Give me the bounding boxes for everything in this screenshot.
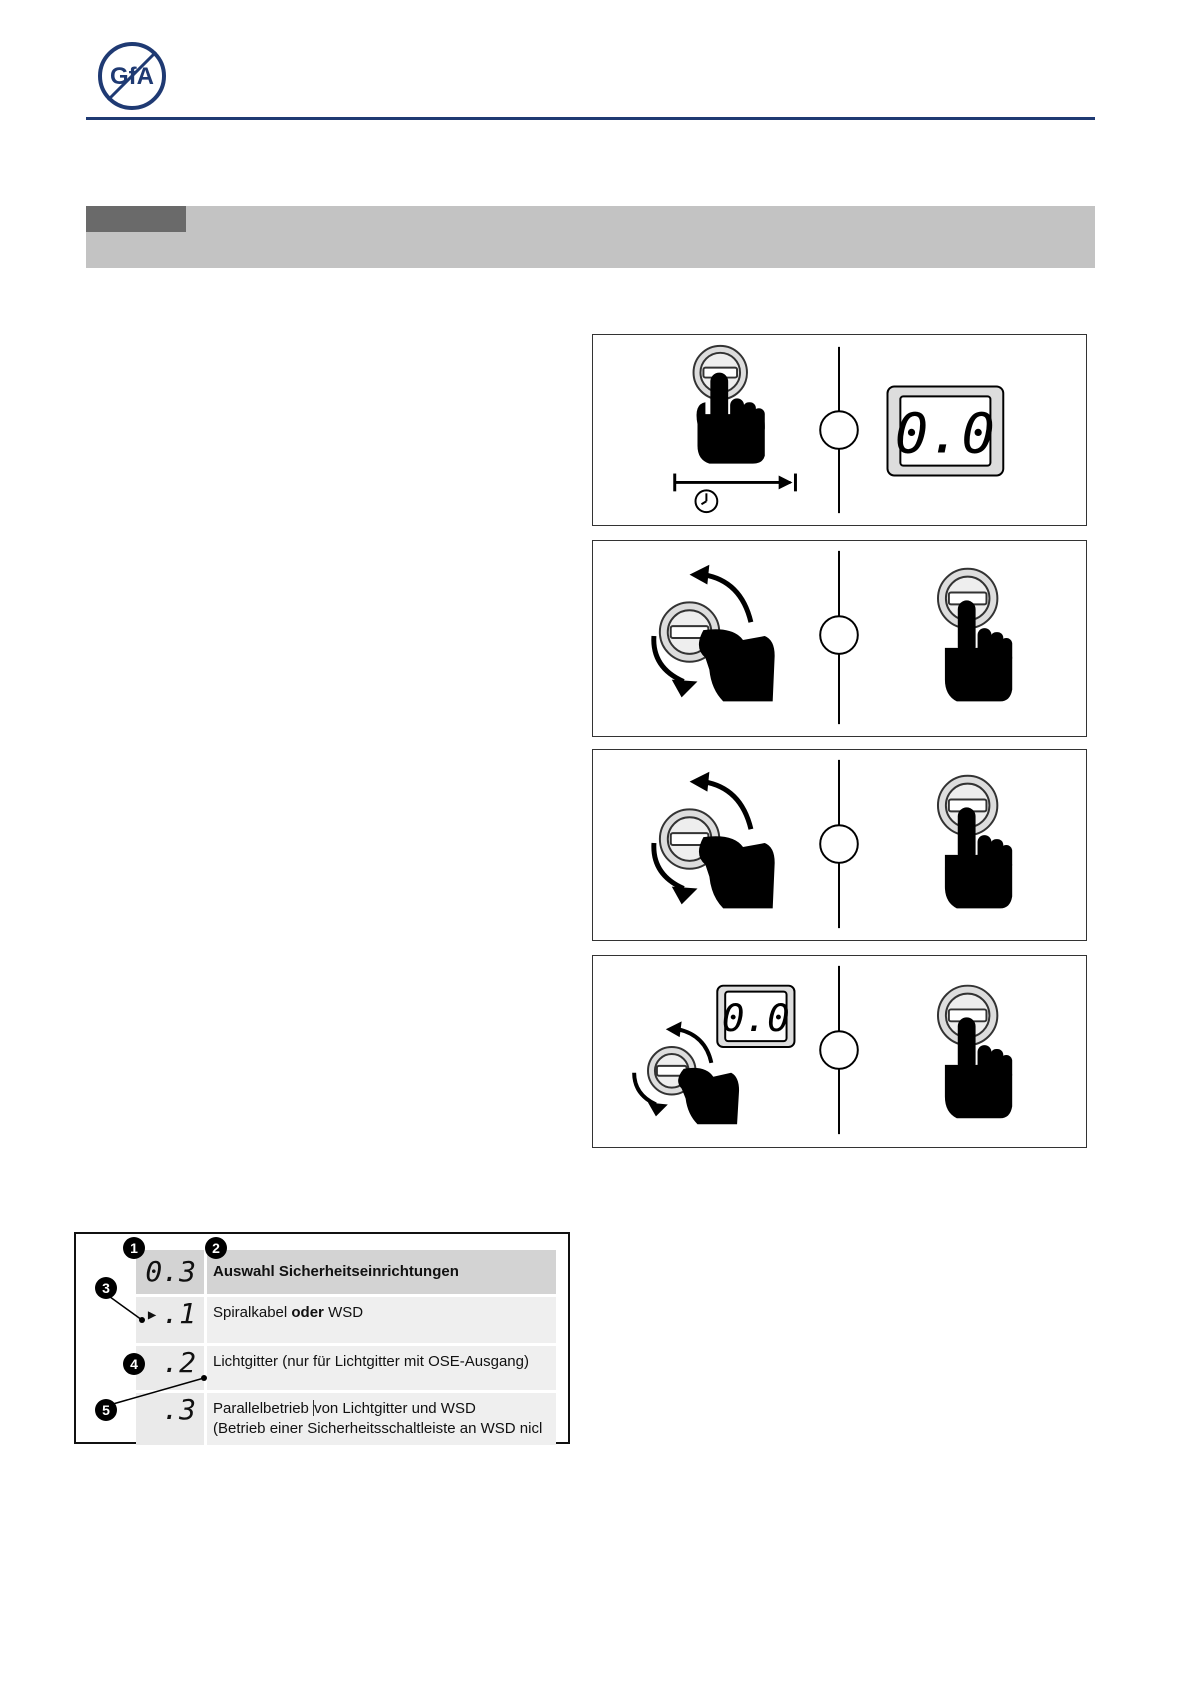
step-4-illustration [593, 956, 1086, 1147]
step-panel-4 [592, 955, 1087, 1148]
section-banner [86, 206, 1095, 268]
step-3-illustration [593, 750, 1086, 940]
banner-tab [86, 206, 186, 232]
callout-1 [123, 1237, 145, 1259]
svg-text:2: 2 [212, 1240, 220, 1256]
parameter-title: Auswahl Sicherheitseinrichtungen [204, 1250, 556, 1294]
display-value: 0.0 [721, 996, 790, 1041]
rotating-hand-icon [699, 836, 775, 908]
callout-overlay [76, 1234, 572, 1446]
option-text: Spiralkabel [213, 1304, 292, 1321]
header-rule [86, 117, 1095, 120]
step-1-illustration [593, 335, 1086, 525]
arrow-head-up [690, 565, 710, 585]
arrow-head-up [690, 772, 710, 792]
option-text-line2: (Betrieb einer Sicherheitsschaltleiste an WSD nicl [213, 1420, 543, 1437]
option-text-bold: oder [291, 1304, 324, 1321]
svg-text:5: 5 [102, 1402, 110, 1418]
logo-text: GfA [110, 63, 154, 90]
option-code: .1 [162, 1297, 196, 1330]
svg-text:3: 3 [102, 1280, 110, 1296]
callout-leader-3 [106, 1294, 142, 1320]
display-value: 0.0 [894, 402, 995, 467]
clock-icon [696, 490, 718, 512]
svg-text:4: 4 [130, 1356, 138, 1372]
callout-2 [205, 1237, 227, 1259]
step-connector-circle [820, 616, 858, 654]
callout-leader-5 [106, 1378, 204, 1406]
rotating-hand-icon [678, 1068, 739, 1124]
option-code: .3 [136, 1390, 204, 1445]
arrow-head-down [672, 887, 698, 905]
step-connector-circle [820, 1031, 858, 1069]
step-panel-3 [592, 749, 1087, 941]
callout-4 [123, 1353, 145, 1375]
option-code: .2 [136, 1343, 204, 1390]
step-panel-2 [592, 540, 1087, 737]
hold-duration-icon [675, 474, 796, 492]
callout-3 [95, 1277, 117, 1299]
rotating-hand-icon [699, 629, 775, 701]
option-text-suffix: WSD [323, 1304, 364, 1321]
step-connector-circle [820, 411, 858, 449]
step-connector-circle [820, 825, 858, 863]
svg-text:1: 1 [130, 1240, 138, 1256]
option-text-cont: von Lichtgitter und WSD [314, 1400, 476, 1417]
parameter-table-figure [74, 1232, 570, 1444]
selection-marker-icon: ▶ [147, 1307, 157, 1323]
step-panel-1 [592, 334, 1087, 526]
arrow-head-up [666, 1021, 682, 1037]
option-text: Parallelbetrieb [213, 1400, 314, 1417]
option-text: Lichtgitter (nur für Lichtgitter mit OSE-Ausgang) [204, 1343, 556, 1390]
step-2-illustration [593, 541, 1086, 736]
arrow-head-down [648, 1102, 668, 1116]
gfa-logo [96, 40, 168, 112]
callout-5 [95, 1399, 117, 1421]
parameter-code: 0.3 [136, 1250, 204, 1294]
arrow-head-down [672, 680, 698, 698]
